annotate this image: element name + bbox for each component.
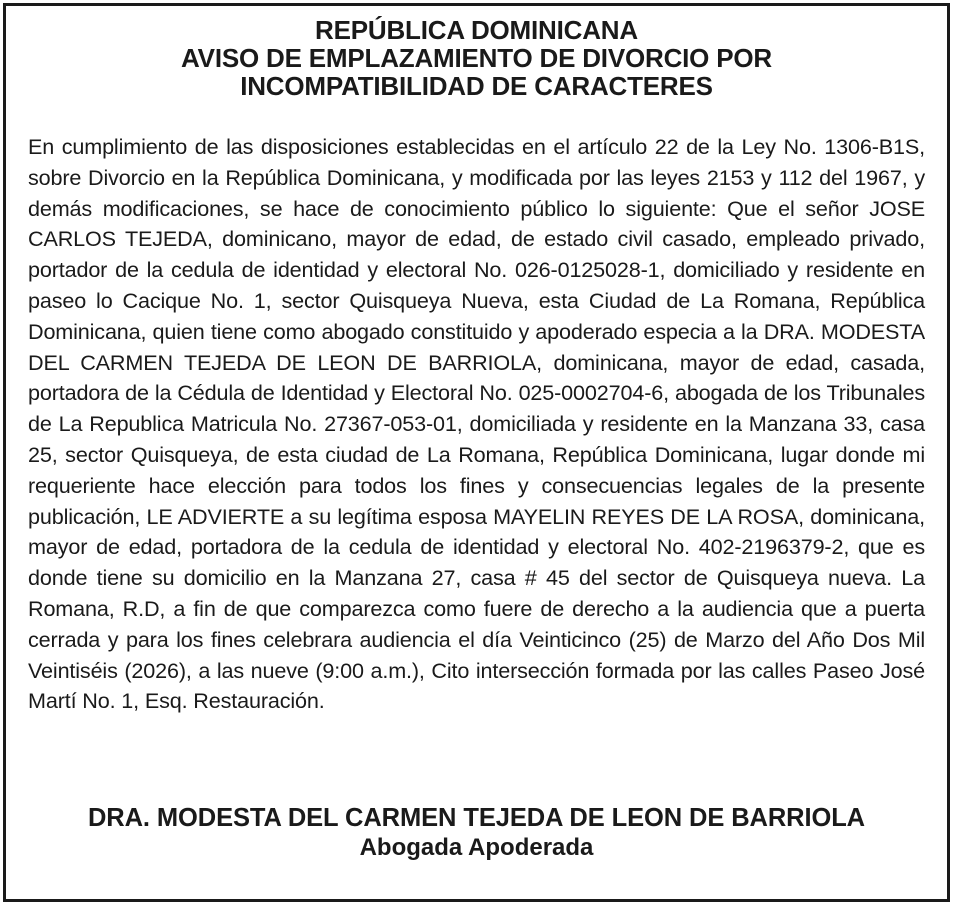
- legal-notice: [3, 3, 950, 902]
- notice-header: [6, 16, 947, 100]
- notice-title-line-2: INCOMPATIBILIDAD DE CARACTERES: [240, 71, 713, 101]
- notice-title-line-1: AVISO DE EMPLAZAMIENTO DE DIVORCIO POR: [181, 43, 772, 73]
- country-title: REPÚBLICA DOMINICANA: [315, 15, 638, 45]
- signature-block: [6, 803, 947, 863]
- signatory-role: Abogada Apoderada: [359, 834, 594, 861]
- signatory-name: DRA. MODESTA DEL CARMEN TEJEDA DE LEON DE BARRIOLA: [87, 804, 866, 832]
- notice-body: En cumplimiento de las disposiciones establecidas en el artículo 22 de la Ley No. 1306-B1S, sobre Divorcio en la República Dominicana, y modificada por las leyes 2153 y 112 del 1967, y demás modificaciones, se hace de conocimiento público lo siguiente: Que el señor JOSE CARLOS TEJEDA, dominicano, mayor de edad, de estado civil casado, empleado privado, portador de la cedula de identidad y electoral No. 026-0125028-1, domiciliado y residente en paseo lo Cacique No. 1, sector Quisqueya Nueva, esta Ciudad de La Romana, República Dominicana, quien tiene como abogado constituido y apoderado especia a la DRA. MODESTA DEL CARMEN TEJEDA DE LEON DE BARRIOLA, dominicana, mayor de edad, casada, portadora de la Cédula de Identidad y Electoral No. 025-0002704-6, abogada de los Tribunales de La Republica Matricula No. 27367-053-01, domiciliada y residente en la Manzana 33, casa 25, sector Quisqueya, de esta ciudad de La Romana, República Dominicana, lugar donde mi requeriente hace elección para todos los fines y consecuencias legales de la presente publicación, LE ADVIERTE a su legítima esposa MAYELIN REYES DE LA ROSA, dominicana, mayor de edad, portadora de la cedula de identidad y electoral No. 402-2196379-2, que es donde tiene su domicilio en la Manzana 27, casa # 45 del sector de Quisqueya nueva. La Romana, R.D, a fin de que comparezca como fuere de derecho a la audiencia que a puerta cerrada y para los fines celebrara audiencia el día Veinticinco (25) de Marzo del Año Dos Mil Veintiséis (2026), a las nueve (9:00 a.m.), Cito intersección formada por las calles Paseo José Martí No. 1, Esq. Restauración.: [28, 134, 925, 714]
